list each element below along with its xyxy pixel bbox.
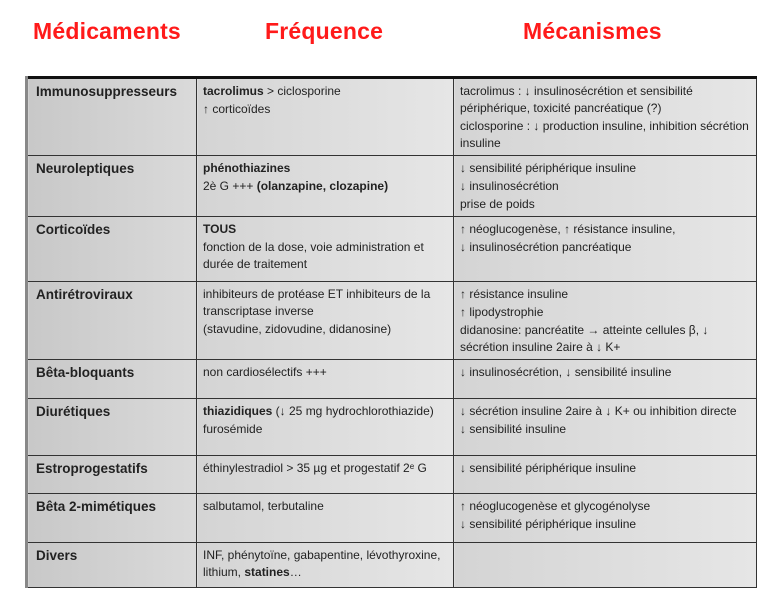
bold-text: (olanzapine, clozapine) (256, 179, 389, 193)
bold-text: TOUS (203, 222, 237, 236)
text: ↓ insulinosécrétion (460, 179, 559, 193)
cell-line (460, 118, 750, 152)
text: ↑ néoglucogenèse et glycogénolyse (460, 499, 651, 513)
cell-line (203, 178, 447, 195)
bold-text: thiazidiques (203, 404, 273, 418)
table-row (27, 282, 757, 360)
cell-line (203, 460, 447, 477)
text: 2è G +++ (203, 179, 257, 193)
frequency-cell (197, 399, 454, 456)
text: ↓ sensibilité insuline (460, 422, 567, 436)
table-row (27, 360, 757, 399)
header-frequence: Fréquence (265, 18, 384, 44)
text: furosémide (203, 422, 263, 436)
cell-line (203, 321, 447, 338)
mechanism-cell (454, 217, 757, 282)
text: tacrolimus : ↓ insulinosécrétion et sensibilité périphérique, toxicité pancréatique (?) (460, 84, 693, 115)
cell-line (460, 286, 750, 303)
cell-line (203, 221, 447, 238)
frequency-cell (197, 360, 454, 399)
text: prise de poids (460, 197, 535, 211)
table-row (27, 456, 757, 494)
cell-line (460, 364, 750, 381)
drug-table (25, 76, 757, 588)
cell-line (203, 403, 447, 420)
table-row (27, 156, 757, 217)
text: fonction de la dose, voie administration et durée de traitement (203, 240, 424, 271)
drug-class-cell: Corticoïdes (27, 217, 197, 282)
cell-line (203, 547, 447, 581)
text: ↓ sensibilité périphérique insuline (460, 161, 637, 175)
table-row (27, 543, 757, 588)
table-row (27, 217, 757, 282)
drug-class-cell: Neuroleptiques (27, 156, 197, 217)
cell-line (203, 83, 447, 100)
text: (↓ 25 mg hydrochlorothiazide) (272, 404, 434, 418)
mechanism-cell (454, 282, 757, 360)
frequency-cell (197, 78, 454, 156)
cell-line (203, 286, 447, 320)
frequency-cell (197, 282, 454, 360)
mechanism-cell (454, 360, 757, 399)
drug-class-cell: Bêta-bloquants (27, 360, 197, 399)
header-mecanismes: Mécanismes (523, 18, 662, 44)
text: (stavudine, zidovudine, didanosine) (203, 322, 392, 336)
text: ↓ sensibilité périphérique insuline (460, 517, 637, 531)
cell-line (460, 304, 750, 321)
text: ciclosporine : ↓ production insuline, inhibition sécrétion insuline (460, 119, 749, 150)
cell-line (203, 160, 447, 177)
table-row (27, 494, 757, 543)
table-row (27, 78, 757, 156)
cell-line (460, 516, 750, 533)
text: ↑ résistance insuline (460, 287, 569, 301)
frequency-cell (197, 217, 454, 282)
cell-line (460, 196, 750, 213)
cell-line (203, 421, 447, 438)
frequency-cell (197, 494, 454, 543)
frequency-cell (197, 456, 454, 494)
cell-line (460, 239, 750, 256)
drug-class-cell: Diurétiques (27, 399, 197, 456)
cell-line (460, 83, 750, 117)
frequency-cell (197, 543, 454, 588)
mechanism-cell (454, 78, 757, 156)
mechanism-cell (454, 543, 757, 588)
cell-line (460, 178, 750, 195)
cell-line (460, 322, 750, 356)
cell-line (460, 160, 750, 177)
text: ↑ corticoïdes (203, 102, 271, 116)
header-medicaments: Médicaments (33, 18, 181, 44)
mechanism-cell (454, 494, 757, 543)
mechanism-cell (454, 456, 757, 494)
cell-line (460, 403, 750, 420)
bold-text: statines (244, 565, 290, 579)
text: ↓ sensibilité périphérique insuline (460, 461, 637, 475)
text: ↓ sécrétion insuline 2aire à ↓ K+ ou inhibition directe (460, 404, 737, 418)
cell-line (203, 239, 447, 273)
text: salbutamol, terbutaline (203, 499, 324, 513)
text: non cardiosélectifs +++ (203, 365, 327, 379)
cell-line (460, 498, 750, 515)
mechanism-cell (454, 399, 757, 456)
frequency-cell (197, 156, 454, 217)
drug-class-cell: Antirétroviraux (27, 282, 197, 360)
text: ↓ insulinosécrétion, ↓ sensibilité insuline (460, 365, 672, 379)
drug-class-cell: Bêta 2-mimétiques (27, 494, 197, 543)
bold-text: tacrolimus (203, 84, 264, 98)
text: ↑ lipodystrophie (460, 305, 544, 319)
cell-line (460, 221, 750, 238)
cell-line (460, 421, 750, 438)
cell-line (203, 101, 447, 118)
text: > ciclosporine (263, 84, 341, 98)
drug-class-cell: Estroprogestatifs (27, 456, 197, 494)
text: didanosine: pancréatite → atteinte cellules β, ↓ sécrétion insuline 2aire à ↓ K+ (460, 323, 709, 354)
text: ↓ insulinosécrétion pancréatique (460, 240, 632, 254)
mechanism-cell (454, 156, 757, 217)
text: ↑ néoglucogenèse, ↑ résistance insuline, (460, 222, 676, 236)
text: inhibiteurs de protéase ET inhibiteurs de la transcriptase inverse (203, 287, 431, 318)
text: … (289, 565, 302, 579)
drug-class-cell: Immunosuppresseurs (27, 78, 197, 156)
drug-class-cell: Divers (27, 543, 197, 588)
cell-line (460, 460, 750, 477)
cell-line (203, 364, 447, 381)
cell-line (203, 498, 447, 515)
text: éthinylestradiol > 35 µg et progestatif 2ᵉ G (203, 461, 427, 475)
table-row (27, 399, 757, 456)
bold-text: phénothiazines (203, 161, 291, 175)
text: INF, phénytoïne, gabapentine, lévothyroxine, lithium, (203, 548, 441, 579)
